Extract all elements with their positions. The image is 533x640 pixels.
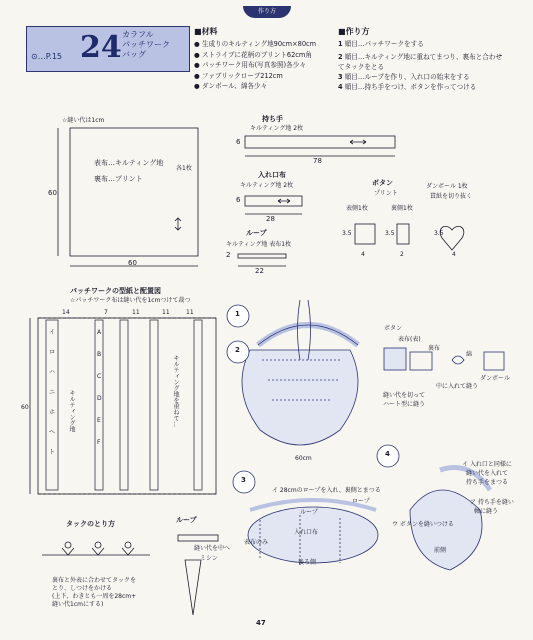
loop-w-dim: 22	[255, 267, 264, 275]
page-number: 47	[256, 619, 266, 627]
material-item: ● ファブリックロープ212cm	[194, 71, 283, 80]
button-back-pattern	[397, 224, 409, 244]
top-badge: 作り方	[243, 6, 291, 18]
loop-sub: キルティング地 表布1枚	[226, 241, 292, 248]
patch-dim-3: 11	[132, 309, 140, 316]
btn-outer: 表布(表)	[398, 336, 421, 343]
step4-l1: イ 入れ口と同様に	[462, 461, 512, 468]
material-item: ● ストライプに花柄のプリント62cm角	[194, 50, 312, 59]
button-dim-2: 4	[361, 251, 365, 258]
step4-l5: 軸に縫う	[474, 508, 499, 515]
step-num-1: 1	[235, 310, 240, 318]
loop-detail-title: ループ	[176, 516, 197, 524]
grain-arrow	[175, 218, 181, 230]
body-pattern-square	[70, 128, 198, 256]
body-height-dim: 60	[48, 189, 57, 197]
patch-dim-4: 11	[162, 309, 170, 316]
step4-l2: 縫い代を入れて	[466, 470, 509, 477]
loop-pattern	[238, 254, 286, 258]
step3-loop: ループ	[300, 509, 318, 516]
step3-outer: 表布のみ	[244, 539, 269, 546]
handle-h-dim: 6	[236, 138, 241, 146]
seam-note: ☆縫い代は1cm	[62, 117, 105, 124]
patchwork-panel	[38, 318, 216, 494]
btn-sew-in: 中に入れて縫う	[436, 383, 479, 390]
button-sub: プリント	[374, 190, 398, 197]
handle-title: 持ち手	[262, 115, 283, 123]
btn-cardboard: ダンボール	[480, 375, 510, 382]
opening-pattern	[245, 196, 302, 206]
loop-title: ループ	[246, 229, 267, 237]
step-item: 4 順目…持ち手をつけ、ボタンを作ってつける	[338, 83, 477, 92]
step-item: 1 順目…パッチワークをする	[338, 40, 424, 48]
patch-col-letters-2: A B C D E F	[97, 329, 102, 446]
tuck-diagram	[42, 542, 150, 555]
opening-title: 入れ口布	[258, 171, 286, 179]
materials-heading: ■材料	[194, 27, 218, 36]
opening-sub: キルティング地 2枚	[240, 182, 294, 189]
material-item: ● パッチワーク用布(写真参照)各少々	[194, 61, 306, 70]
handle-pattern	[245, 136, 395, 148]
title-line-3: バッグ	[122, 50, 146, 59]
tuck-note: 裏布と外表に合わせてタックを とり、しつけをかける (上下、わきとも一周を28cm+ 縫い代1cmにする)	[52, 577, 137, 608]
body-count-label: 各1枚	[176, 165, 192, 172]
patch-height-dim: 60	[21, 404, 29, 411]
step4-l3: 持ち手をまつる	[466, 479, 509, 486]
page-ref-text: P.15	[45, 52, 63, 61]
btn-cut-seam: 縫い代を切って	[383, 392, 426, 399]
step4-l4: ア 持ち手を縫い	[470, 499, 514, 506]
step-num-2: 2	[235, 346, 240, 354]
btn-detail-title: ボタン	[384, 325, 403, 332]
body-width-dim: 60	[128, 259, 137, 267]
patch-title: パッチワークの型紙と配置図	[70, 287, 161, 295]
patch-quilt-note: キルティング地を重ねて…	[172, 355, 179, 427]
bag-width-dim: 60cm	[295, 455, 312, 462]
handle-w-dim: 78	[313, 157, 322, 165]
btn-heart: ハート型に縫う	[383, 401, 426, 408]
page-ref: ⊙…P.15	[31, 52, 63, 61]
loop-h-dim: 2	[226, 251, 231, 259]
button-front-label: 表側1枚	[346, 205, 368, 212]
material-item: ● ダンボール、綿各少々	[194, 82, 268, 91]
item-number: 24	[80, 30, 122, 65]
button-back-label: 裏側1枚	[391, 205, 413, 212]
button-detail	[384, 345, 504, 370]
loop-detail-mishin: ミシン	[200, 555, 218, 562]
step3-rope: ロープ	[352, 498, 370, 505]
patch-strips	[38, 318, 216, 494]
button-dim-1: 3.5	[342, 230, 352, 237]
handle-sub: キルティング地 2枚	[250, 125, 304, 132]
body-lining-label: 裏布…プリント	[94, 175, 143, 183]
button-front-pattern	[355, 224, 375, 244]
opening-w-dim: 28	[266, 215, 275, 223]
steps-heading: ■作り方	[338, 27, 370, 36]
step-num-3: 3	[241, 476, 246, 484]
tuck-title: タックのとり方	[66, 520, 115, 528]
body-outer-label: 表布…キルティング地	[94, 159, 164, 167]
step3-note: イ 28cmのロープを入れ、裏側とまつる	[272, 487, 381, 494]
step-item: 2 順目…キルティング地に重ねてまつり、裏布と合わせてタックをとる	[338, 52, 503, 71]
step-item: 3 順目…ループを作り、入れ口の始末をする	[338, 72, 470, 81]
patch-dim-5: 11	[186, 309, 194, 316]
patch-note: ☆パッチワーク布は縫い代を1cmつけて裁つ	[70, 297, 191, 304]
opening-h-dim: 6	[236, 196, 241, 204]
button-dim-4: 2	[400, 251, 404, 258]
loop-detail-note: 縫い代を中へ	[194, 545, 231, 552]
material-item: ● 生成りのキルティング地90cm×80cm	[194, 40, 317, 48]
bag-illustration	[242, 300, 358, 445]
patch-dim-2: 7	[104, 309, 108, 316]
patch-quilt-label: キルティング地	[68, 390, 75, 432]
cardboard-cut: 貫紙を切り抜く	[430, 193, 473, 200]
patch-col-letters: イ ロ ハ ニ ホ ヘ ト	[49, 329, 56, 456]
title-line-2: パッチワーク	[122, 40, 170, 49]
btn-lining: 裏布	[428, 345, 441, 352]
button-dim-6: 4	[452, 251, 456, 258]
cardboard-label: ダンボール 1枚	[426, 183, 468, 190]
title-line-1: カラフル	[122, 30, 154, 39]
button-dim-3: 3.5	[385, 230, 395, 237]
step4-l7: 前側	[434, 547, 447, 554]
step3-opening: 入れ口布	[294, 529, 319, 536]
button-dim-5: 3.5	[434, 230, 444, 237]
btn-cotton: 綿	[466, 351, 473, 358]
step4-l6: ウ ボタンを縫いつける	[392, 521, 454, 528]
step-num-4: 4	[385, 450, 390, 458]
step3-back: 後ろ側	[298, 559, 317, 566]
button-title: ボタン	[372, 179, 393, 187]
patch-dim-1: 14	[62, 309, 70, 316]
